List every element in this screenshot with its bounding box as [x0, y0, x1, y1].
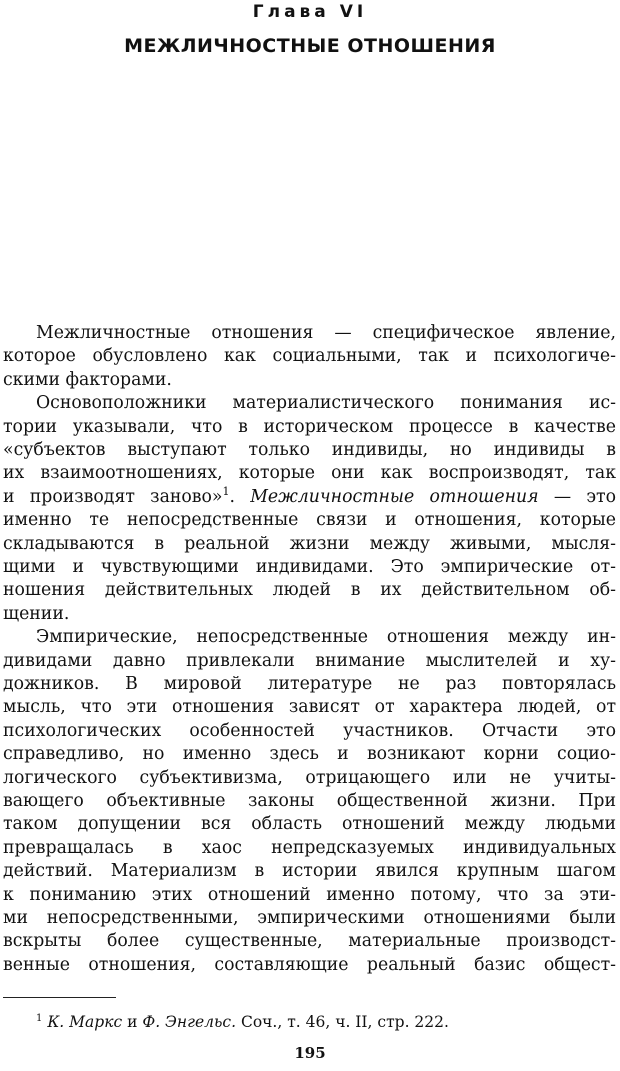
text-line: Межличностные отношения — специфическое явление,: [36, 323, 616, 343]
footnote-conj: и: [122, 1013, 143, 1031]
text-line: щими и чувствующими индивидами. Это эмпирические от-: [3, 557, 616, 577]
dash-text: — это: [538, 486, 616, 507]
chapter-label: Глава VI: [252, 2, 368, 22]
footnote-ref-text: Соч., т. 46, ч. II, стр. 222.: [236, 1013, 449, 1031]
text-line: венные отношения, составляющие реальный базис общест-: [3, 954, 616, 975]
text-line: Эмпирические, непосредственные отношения между ин-: [36, 627, 616, 648]
text-line: к пониманию этих отношений именно потому, что за эти-: [3, 884, 616, 905]
footnote: [36, 1011, 449, 1033]
period: .: [229, 486, 251, 507]
text-line: вающего объективные законы общественной жизни. При: [3, 791, 616, 811]
text-line: [3, 485, 616, 509]
text-line: именно те непосредственные связи и отношения, которые: [3, 510, 616, 531]
text-line: которое обусловлено как социальными, так и психологиче-: [3, 346, 616, 367]
text-line: складываются в реальной жизни между живыми, мысля-: [3, 533, 616, 554]
text-line: таком допущении вся область отношений между людьми: [3, 814, 616, 835]
text-line: скими факторами.: [3, 369, 172, 390]
text-line: Основоположники материалистического понимания ис-: [36, 393, 616, 414]
text-line: логического субъективизма, отрицающего или не учиты-: [3, 767, 616, 788]
footnote-author-1: К. Маркс: [47, 1013, 123, 1031]
text-line: тории указывали, что в историческом процессе в качестве: [3, 416, 616, 437]
quote-end: и производят заново»: [3, 486, 223, 507]
text-line: справедливо, но именно здесь и возникают корни социо-: [3, 744, 616, 765]
text-line: мысль, что эти отношения зависят от характера людей, от: [3, 697, 616, 718]
text-line: «субъектов выступают только индивиды, но индивиды в: [3, 440, 616, 460]
text-line: ношения действительных людей в их действительном об-: [3, 580, 616, 601]
page-number: 195: [294, 1044, 326, 1062]
text-line: их взаимоотношениях, которые они как воспроизводят, так: [3, 463, 616, 484]
footnote-ref: 1: [222, 484, 230, 498]
text-line: щении.: [3, 603, 70, 624]
term-emphasis: Межличностные отношения: [250, 486, 539, 507]
text-line: действий. Материализм в истории явился крупным шагом: [3, 861, 616, 882]
footnote-author-2: Ф. Энгельс.: [142, 1013, 237, 1031]
text-line: ми непосредственными, эмпирическими отношениями были: [3, 908, 616, 928]
text-line: психологических особенностей участников. Отчасти это: [3, 720, 616, 741]
text-line: вскрыты более существенные, материальные производст-: [3, 931, 616, 952]
text-line: превращалась в хаос непредсказуемых индивидуальных: [3, 837, 616, 858]
text-line: дивидами давно привлекали внимание мыслителей и ху-: [3, 650, 616, 671]
chapter-title: МЕЖЛИЧНОСТНЫЕ ОТНОШЕНИЯ: [124, 35, 496, 57]
footnote-divider: [3, 997, 116, 998]
text-line: дожников. В мировой литературе не раз повторялась: [3, 674, 616, 694]
footnote-number: 1: [36, 1013, 43, 1024]
